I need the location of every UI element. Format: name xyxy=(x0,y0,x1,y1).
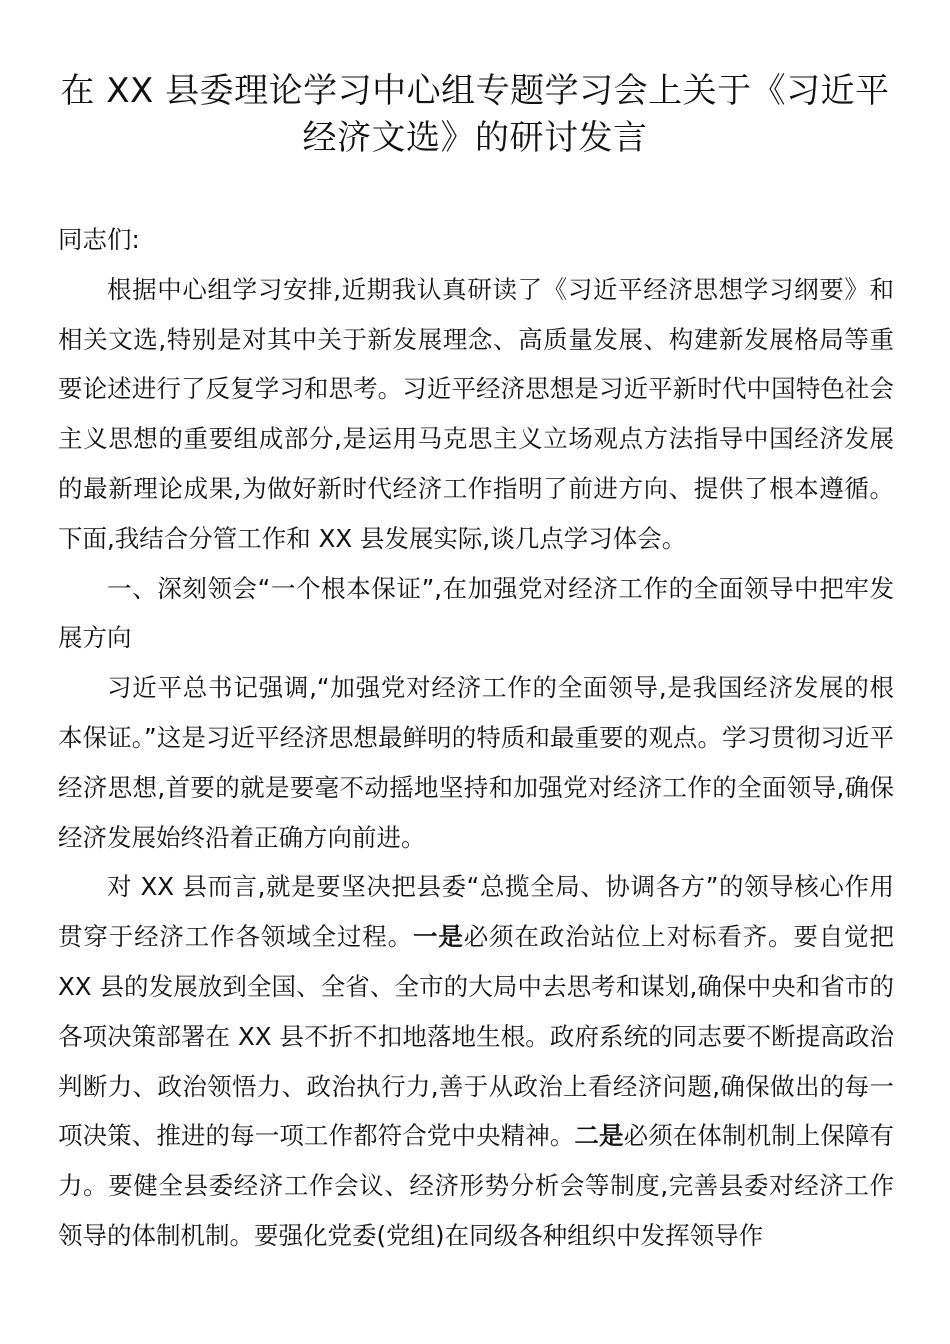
paragraph-text: 必须在政治站位上对标看齐。要自觉把 XX 县的发展放到全国、全省、全市的大局中去思考和谋划,确保中央和省市的各项决策部署在 XX 县不折不扣地落地生根。政府系统的同志要不断提高政治判断力、政治领悟力、政治执行力,善于从政治上看经济问题,确保做出的每一项决策、推进的每一项工作都符合党中央精神。 xyxy=(58,922,894,1151)
title-line-2: 经济文选》的研讨发言 xyxy=(302,118,648,158)
document-body xyxy=(58,215,894,1261)
salutation: 同志们: xyxy=(58,225,140,254)
paragraph-text: 必须在体制机制上保障有力。要健全县委经济工作会议、经济形势分析会等制度,完善县委对经济工作领导的体制机制。要强化党委(党组)在同级各种组织中发挥领导作 xyxy=(58,1121,895,1250)
section-heading-1: 一、深刻领会“一个根本保证”,在加强党对经济工作的全面领导中把牢发展方向 xyxy=(58,573,894,653)
paragraph-county xyxy=(58,862,894,1260)
paragraph-quote: 习近平总书记强调,“加强党对经济工作的全面领导,是我国经济发展的根本保证。”这是习近平经济思想最鲜明的特质和最重要的观点。学习贯彻习近平经济思想,首要的就是要毫不动摇地坚持和加强党对经济工作的全面领导,确保经济发展始终沿着正确方向前进。 xyxy=(58,673,894,852)
bold-marker-second: 二是 xyxy=(574,1121,624,1151)
paragraph-text: 对 XX 县而言,就是要坚决把县委“总揽全局、协调各方”的领导核心作用贯穿于经济工作各领域全过程。 xyxy=(58,872,894,952)
title-line-1: 在 XX 县委理论学习中心组专题学习会上关于《习近平 xyxy=(60,71,890,111)
bold-marker-first: 一是 xyxy=(413,922,464,952)
document-title xyxy=(40,68,910,162)
paragraph-intro: 根据中心组学习安排,近期我认真研读了《习近平经济思想学习纲要》和相关文选,特别是对其中关于新发展理念、高质量发展、构建新发展格局等重要论述进行了反复学习和思考。习近平经济思想是习近平新时代中国特色社会主义思想的重要组成部分,是运用马克思主义立场观点方法指导中国经济发展的最新理论成果,为做好新时代经济工作指明了前进方向、提供了根本遵循。下面,我结合分管工作和 XX 县发展实际,谈几点学习体会。 xyxy=(58,274,894,553)
